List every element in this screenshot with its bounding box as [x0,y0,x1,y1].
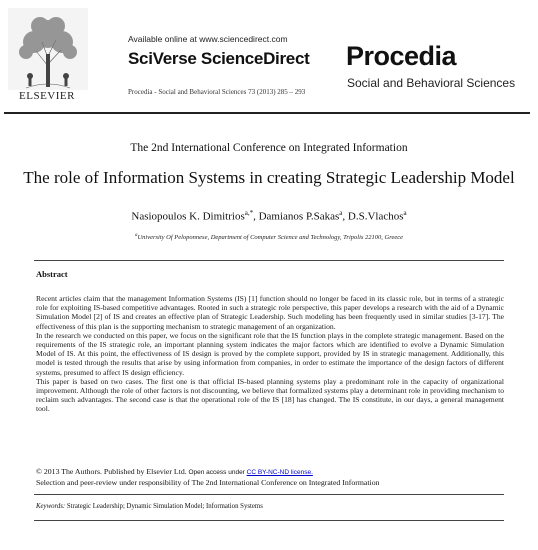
author-2-affil: a [339,209,343,217]
abstract-top-rule [34,260,504,261]
abstract-paragraph: In the research we conducted on this paper, we focus on the significant role that the IS function plays in the complete strategic management. Based on the requirements of the IS strategic role, an important planning system indicates the major factors which are identified to evolve a Dynamic Simulation Model of IS. At this point, the effectiveness of IS design is proved by the complete support, provided by IS in strategic management. Additionally, this model is tested through the results that arise by using information from companies, in order to estimate the importance of the design factors of different systems, presumed to affect IS design efficiency. [36,330,504,377]
abstract-paragraph: Recent articles claim that the management Information Systems (IS) [1] function should no longer be faced in its classic role, but in terms of a strategic role for exploiting IS-based competitive advantages. Rooted in such a strategic role perspective, this paper develops a research with the aid of a Dynamic Simulation Model [2] of IS and creates an effective plan of Strategic Leadership. Such modeling has been frequently used in similar studies [3-17]. The effectiveness of this plan is the supporting mechanism to strategic management of an organization. [36,294,504,331]
keywords-label: Keywords: [36,503,66,510]
available-online-text: Available online at www.sciencedirect.com [128,34,288,44]
affiliation-mark: a [134,233,138,238]
publisher-name: ELSEVIER [19,90,75,102]
procedia-subtitle: Social and Behavioral Sciences [347,76,516,90]
abstract-heading: Abstract [36,269,68,279]
author-3: , D.S.Vlachos [342,210,404,223]
keywords-top-rule [34,494,504,495]
peer-review-text: Selection and peer-review under responsibility of The 2nd International Conference on Integrated Information [36,477,380,487]
affiliation-text: University Of Peloponnese, Department of Computer Science and Technology, Tripolis 22100, Greece [137,234,404,242]
author-list [0,209,538,223]
corresponding-mark: * [249,209,254,217]
header-divider [4,112,530,114]
copyright-block [36,467,506,487]
author-1-affil: a, [244,209,250,217]
keywords-line [36,503,263,510]
elsevier-tree-logo [6,6,90,100]
abstract-paragraph: This paper is based on two cases. The first one is that official IS-based planning systems play a predominant role in the capacity of organizational improvement. Although the role of other factors is not discounting, we believe that formalized systems play a determinant role in providing mechanism to reclaim such advantages. The second case is that the operational role of the IS [18] has changed. The IS constitute, in our days, a general management tool. [36,376,504,414]
copyright-text: © 2013 The Authors. Published by Elsevier Ltd. [36,467,187,476]
procedia-logo-text: Procedia [346,41,457,71]
journal-reference: Procedia - Social and Behavioral Sciences 73 (2013) 285 – 293 [128,88,306,96]
sciverse-logo-text: SciVerse ScienceDirect [128,49,310,68]
author-3-affil: a [403,209,407,217]
author-2: , Damianos P.Sakas [253,210,340,223]
abstract-body [36,294,504,414]
author-1: Nasiopoulos K. Dimitrios [131,210,245,223]
paper-title: The role of Information Systems in creating Strategic Leadership Model [23,168,515,187]
keywords-list: Strategic Leadership; Dynamic Simulation Model; Information Systems [65,503,263,510]
license-link[interactable]: CC BY-NC-ND license. [246,469,313,476]
keywords-bottom-rule [34,520,504,521]
open-access-text: Open access under [186,469,247,476]
conference-name: The 2nd International Conference on Integrated Information [130,142,408,154]
affiliation [0,233,538,241]
